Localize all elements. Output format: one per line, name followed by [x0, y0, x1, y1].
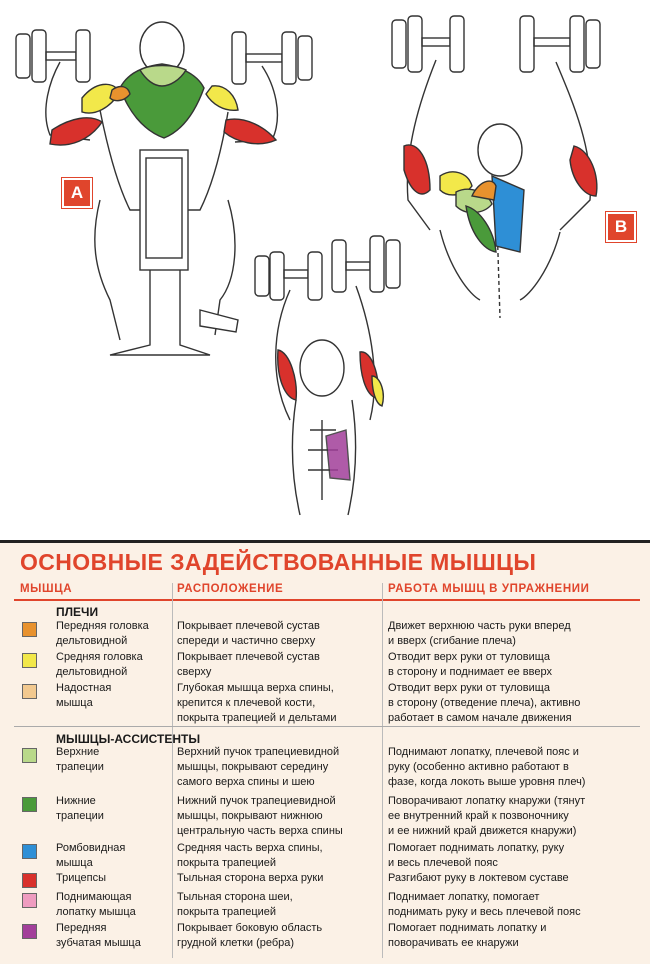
- muscle-name: Поднимающая лопатку мышца: [56, 891, 136, 918]
- muscle-function: Отводит верх руки от туловища в сторону (отведение плеча), активно работает в самом начале движения: [388, 682, 581, 724]
- muscle-function: Поднимает лопатку, помогает поднимать руку и весь плечевой пояс: [388, 891, 581, 918]
- column-header-function: РАБОТА МЫШЦ В УПРАЖНЕНИИ: [388, 583, 590, 595]
- muscle-name: Верхние трапеции: [56, 746, 104, 773]
- muscle-function: Поднимают лопатку, плечевой пояс и руку (особенно активно работают в фазе, когда локоть выше уровня плеч): [388, 746, 586, 788]
- column-header-muscle: МЫШЦА: [20, 583, 73, 595]
- color-swatch-rhomboid: [22, 844, 37, 859]
- muscle-name: Средняя головка дельтовидной: [56, 651, 143, 678]
- color-swatch-upper-trapezius: [22, 748, 37, 763]
- muscle-location: Тыльная сторона шеи, покрыта трапецией: [177, 891, 293, 918]
- label-b-badge: B: [606, 212, 636, 242]
- muscle-function: Отводит верх руки от туловища в сторону и поднимает ее вверх: [388, 651, 552, 678]
- muscle-name: Надостная мышца: [56, 682, 112, 709]
- color-swatch-supraspinatus: [22, 684, 37, 699]
- section-title-shoulders: ПЛЕЧИ: [56, 605, 99, 619]
- muscle-name: Ромбовидная мышца: [56, 842, 126, 869]
- muscle-function: Разгибают руку в локтевом суставе: [388, 872, 569, 884]
- section-divider: [14, 726, 640, 727]
- label-a-badge: A: [62, 178, 92, 208]
- figure-c: [255, 236, 400, 515]
- color-swatch-serratus-anterior: [22, 924, 37, 939]
- muscle-function: Помогает поднимать лопатку, руку и весь плечевой пояс: [388, 842, 565, 869]
- muscle-function: Движет верхнюю часть руки вперед и вверх (сгибание плеча): [388, 620, 571, 647]
- table-title: ОСНОВНЫЕ ЗАДЕЙСТВОВАННЫЕ МЫШЦЫ: [20, 549, 537, 575]
- muscle-name: Передняя головка дельтовидной: [56, 620, 149, 647]
- muscle-location: Покрывает боковую область грудной клетки (ребра): [177, 922, 323, 949]
- color-swatch-middle-deltoid: [22, 653, 37, 668]
- muscle-name: Трицепсы: [56, 872, 107, 884]
- muscle-location: Покрывает плечевой сустав спереди и частично сверху: [177, 620, 320, 647]
- muscle-location: Нижний пучок трапециевидной мышцы, покрывают нижнюю центральную часть верха спины: [177, 795, 343, 837]
- color-swatch-lower-trapezius: [22, 797, 37, 812]
- muscle-function: Поворачивают лопатку кнаружи (тянут ее внутренний край к позвоночнику и ее нижний край движется кнаружи): [388, 795, 586, 837]
- column-divider: [382, 583, 383, 958]
- section-title-assistants: МЫШЦЫ-АССИСТЕНТЫ: [56, 732, 201, 746]
- muscle-location: Покрывает плечевой сустав сверху: [177, 651, 320, 678]
- muscle-name: Нижние трапеции: [56, 795, 104, 822]
- muscle-location: Глубокая мышца верха спины, крепится к плечевой кости, покрыта трапецией и дельтами: [177, 682, 337, 724]
- muscle-location: Верхний пучок трапециевидной мышцы, покрывают середину самого верха спины и шею: [177, 746, 340, 788]
- header-divider: [14, 599, 640, 601]
- color-swatch-front-deltoid: [22, 622, 37, 637]
- color-swatch-triceps: [22, 873, 37, 888]
- column-header-location: РАСПОЛОЖЕНИЕ: [177, 583, 284, 595]
- muscle-name: Передняя зубчатая мышца: [56, 922, 141, 949]
- muscle-function: Помогает поднимать лопатку и поворачивать ее кнаружи: [388, 922, 547, 949]
- color-swatch-levator-scapulae: [22, 893, 37, 908]
- muscle-location: Тыльная сторона верха руки: [177, 872, 324, 884]
- muscle-location: Средняя часть верха спины, покрыта трапецией: [177, 842, 323, 869]
- muscles-table: [0, 540, 650, 964]
- column-divider: [172, 583, 173, 958]
